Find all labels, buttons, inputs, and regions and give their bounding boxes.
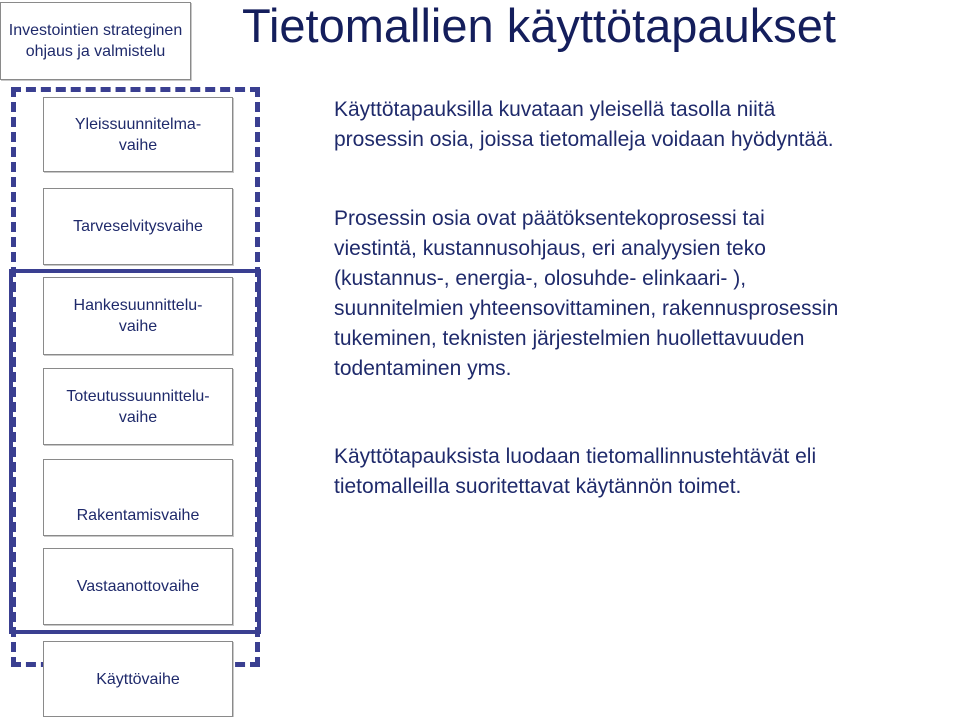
page-title: Tietomallien käyttötapaukset [242, 0, 836, 52]
phase-yleissuunnitelma [43, 97, 233, 172]
phase-yleissuunnitelma-label: Yleissuunnitelma- vaihe [74, 115, 202, 154]
phase-vastaanotto [43, 548, 233, 625]
phase-tarveselvitys [43, 188, 233, 265]
paragraph-modelling-tasks: Käyttötapauksista luodaan tietomallinnustehtävät eli tietomalleilla suoritettavat käytännön toimet. [334, 445, 817, 498]
phase-hankesuunnittelu [43, 277, 233, 355]
phase-vastaanotto-label: Vastaanottovaihe [76, 578, 200, 595]
phase-investointien-label: Investointien strateginen ohjaus ja valmistelu [8, 22, 183, 60]
phase-kaytto [43, 641, 233, 717]
phase-kaytto-label: Käyttövaihe [96, 670, 180, 688]
phase-toteutussuunnittelu-label: Toteutussuunnittelu- vaihe [66, 387, 210, 426]
phase-investointien [0, 2, 191, 80]
phase-toteutussuunnittelu [43, 368, 233, 445]
phase-rakentamis-label: Rakentamisvaihe [76, 507, 200, 524]
phase-tarveselvitys-label: Tarveselvitysvaihe [73, 218, 203, 235]
phase-rakentamis [43, 459, 233, 536]
paragraph-intro: Käyttötapauksilla kuvataan yleisellä tasolla niitä prosessin osia, joissa tietomalleja voidaan hyödyntää. [334, 98, 834, 151]
phase-hankesuunnittelu-label: Hankesuunnittelu- vaihe [73, 297, 203, 335]
paragraph-process-parts: Prosessin osia ovat päätöksentekoprosessi tai viestintä, kustannusohjaus, eri analyysien teko (kustannus-, energia-, olosuhde- elinkaari- ), suunnitelmien yhteensovittaminen, rakennusprosessin tukeminen, teknisten järjestelmien huollettavuuden todentaminen yms. [334, 207, 839, 380]
